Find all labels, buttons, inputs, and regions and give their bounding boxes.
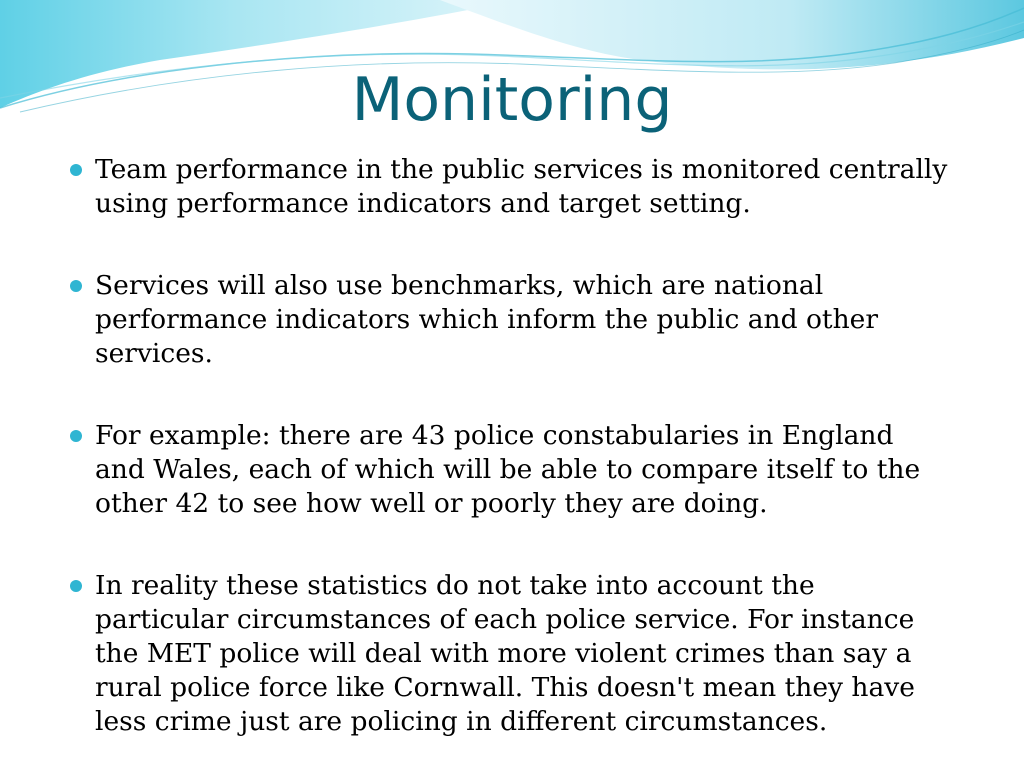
bullet-icon: [70, 280, 82, 292]
bullet-icon: [70, 430, 82, 442]
bullet-item: [70, 419, 950, 521]
slide-title: Monitoring: [351, 65, 673, 135]
bullet-text: Team performance in the public services is monitored centrally using performance indicators and target setting.: [95, 154, 948, 219]
bullet-item: [70, 269, 950, 371]
bullet-list: [70, 153, 950, 739]
bullet-item: [70, 153, 950, 221]
bullet-text: In reality these statistics do not take into account the particular circumstances of each police service. For instance the MET police will deal with more violent crimes than say a rural police force like Cornwall. This doesn't mean they have less crime just are policing in different circumstances.: [95, 570, 915, 737]
bullet-icon: [70, 580, 82, 592]
bullet-icon: [70, 164, 82, 176]
bullet-text: For example: there are 43 police constabularies in England and Wales, each of which will be able to compare itself to the other 42 to see how well or poorly they are doing.: [95, 420, 921, 519]
bullet-text: Services will also use benchmarks, which are national performance indicators which inform the public and other services.: [95, 270, 878, 369]
bullet-item: [70, 569, 950, 739]
